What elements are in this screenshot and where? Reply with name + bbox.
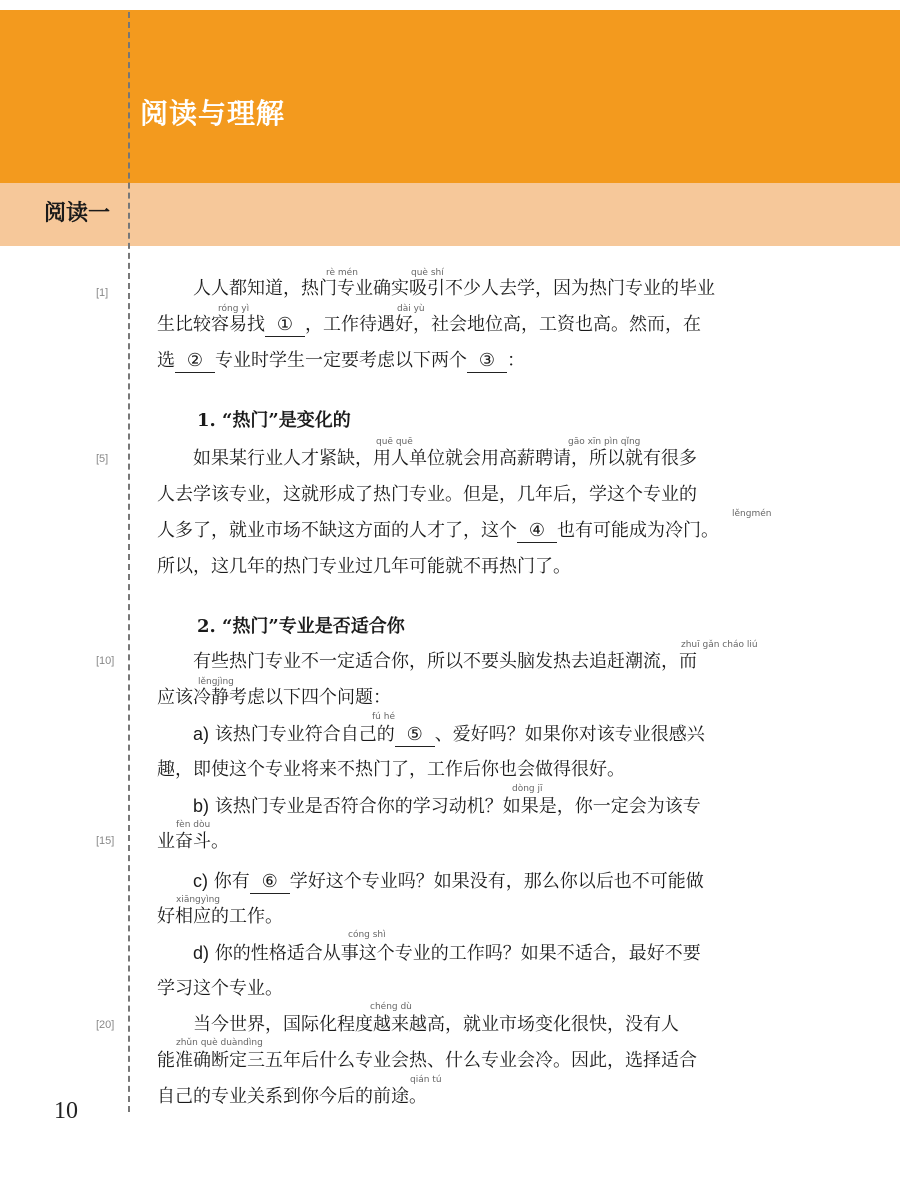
paragraph-line: 有些热门专业不一定适合你，所以不要头脑发热去追赶潮流，而: [193, 651, 697, 672]
pinyin-annotation: gāo xīn pìn qǐng: [568, 437, 641, 447]
line-number: [10]: [96, 655, 115, 667]
question-c-line: c) 你有 ⑥ 学好这个专业吗？如果没有，那么你以后也不可能做: [193, 871, 704, 892]
header-band: [0, 10, 900, 183]
pinyin-annotation: cóng shì: [348, 930, 386, 940]
pinyin-annotation: fèn dòu: [176, 820, 211, 830]
pinyin-annotation: qián tú: [410, 1075, 442, 1085]
paragraph-line: 自己的专业关系到你今后的前途。: [157, 1086, 427, 1107]
subheading: 2. “热门”专业是否适合你: [197, 616, 405, 637]
paragraph-line: 当今世界，国际化程度越来越高，就业市场变化很快，没有人: [193, 1014, 679, 1035]
reading-label: 阅读一: [44, 201, 111, 226]
pinyin-annotation: zhǔn què duàndìng: [176, 1038, 263, 1048]
paragraph-line: 人人都知道，热门专业确实吸引不少人去学，因为热门专业的毕业: [193, 278, 715, 299]
paragraph-line: 如果某行业人才紧缺，用人单位就会用高薪聘请，所以就有很多: [193, 448, 697, 469]
line-number: [1]: [96, 287, 109, 299]
pinyin-annotation: xiāngyìng: [176, 895, 221, 905]
question-c-line: 好相应的工作。: [157, 906, 283, 927]
question-d-line: 学习这个专业。: [157, 978, 283, 999]
paragraph-line: 所以，这几年的热门专业过几年可能就不再热门了。: [157, 556, 571, 577]
line-number: [15]: [96, 835, 115, 847]
question-b-line: b) 该热门专业是否符合你的学习动机？如果是，你一定会为该专: [193, 796, 701, 817]
paragraph-line: 应该冷静考虑以下四个问题：: [157, 687, 391, 708]
pinyin-annotation: róng yì: [218, 304, 250, 314]
pinyin-annotation: quē quē: [376, 437, 413, 447]
blank-3: ③: [467, 350, 507, 373]
pinyin-annotation: dòng jī: [512, 784, 543, 794]
page-number: 10: [54, 1098, 78, 1124]
paragraph-line: 人多了，就业市场不缺这方面的人才了，这个 ④ 也有可能成为冷门。: [157, 520, 719, 541]
pinyin-annotation: zhuī gǎn cháo liú: [681, 640, 758, 650]
line-number: [20]: [96, 1019, 115, 1031]
subheader-band: [0, 183, 900, 246]
blank-2: ②: [175, 350, 215, 373]
paragraph-line: 人去学该专业，这就形成了热门专业。但是，几年后，学这个专业的: [157, 484, 697, 505]
line-number: [5]: [96, 453, 109, 465]
blank-5: ⑤: [395, 724, 435, 747]
pinyin-annotation: què shí: [411, 268, 444, 278]
blank-4: ④: [517, 520, 557, 543]
pinyin-annotation: lěngmén: [732, 509, 772, 519]
section-title: 阅读与理解: [140, 97, 286, 130]
paragraph-line: 能准确断定三五年后什么专业会热、什么专业会冷。因此，选择适合: [157, 1050, 697, 1071]
question-a-line: 趣，即使这个专业将来不热门了，工作后你也会做得很好。: [157, 759, 625, 780]
margin-dashed-line: [128, 12, 130, 1112]
paragraph-line: 生比较容易找 ① ，工作待遇好，社会地位高，工资也高。然而，在: [157, 314, 701, 335]
pinyin-annotation: rè mén: [326, 268, 358, 278]
paragraph-line: 选 ② 专业时学生一定要考虑以下两个 ③ ：: [157, 350, 525, 371]
pinyin-annotation: fú hé: [372, 712, 395, 722]
pinyin-annotation: dài yù: [397, 304, 425, 314]
pinyin-annotation: lěngjìng: [198, 677, 234, 687]
blank-6: ⑥: [250, 871, 290, 894]
question-d-line: d) 你的性格适合从事这个专业的工作吗？如果不适合，最好不要: [193, 943, 701, 964]
question-a-line: a) 该热门专业符合自己的 ⑤ 、爱好吗？如果你对该专业很感兴: [193, 724, 705, 745]
question-b-line: 业奋斗。: [157, 831, 229, 852]
blank-1: ①: [265, 314, 305, 337]
pinyin-annotation: chéng dù: [370, 1002, 412, 1012]
subheading: 1. “热门”是变化的: [197, 410, 351, 431]
